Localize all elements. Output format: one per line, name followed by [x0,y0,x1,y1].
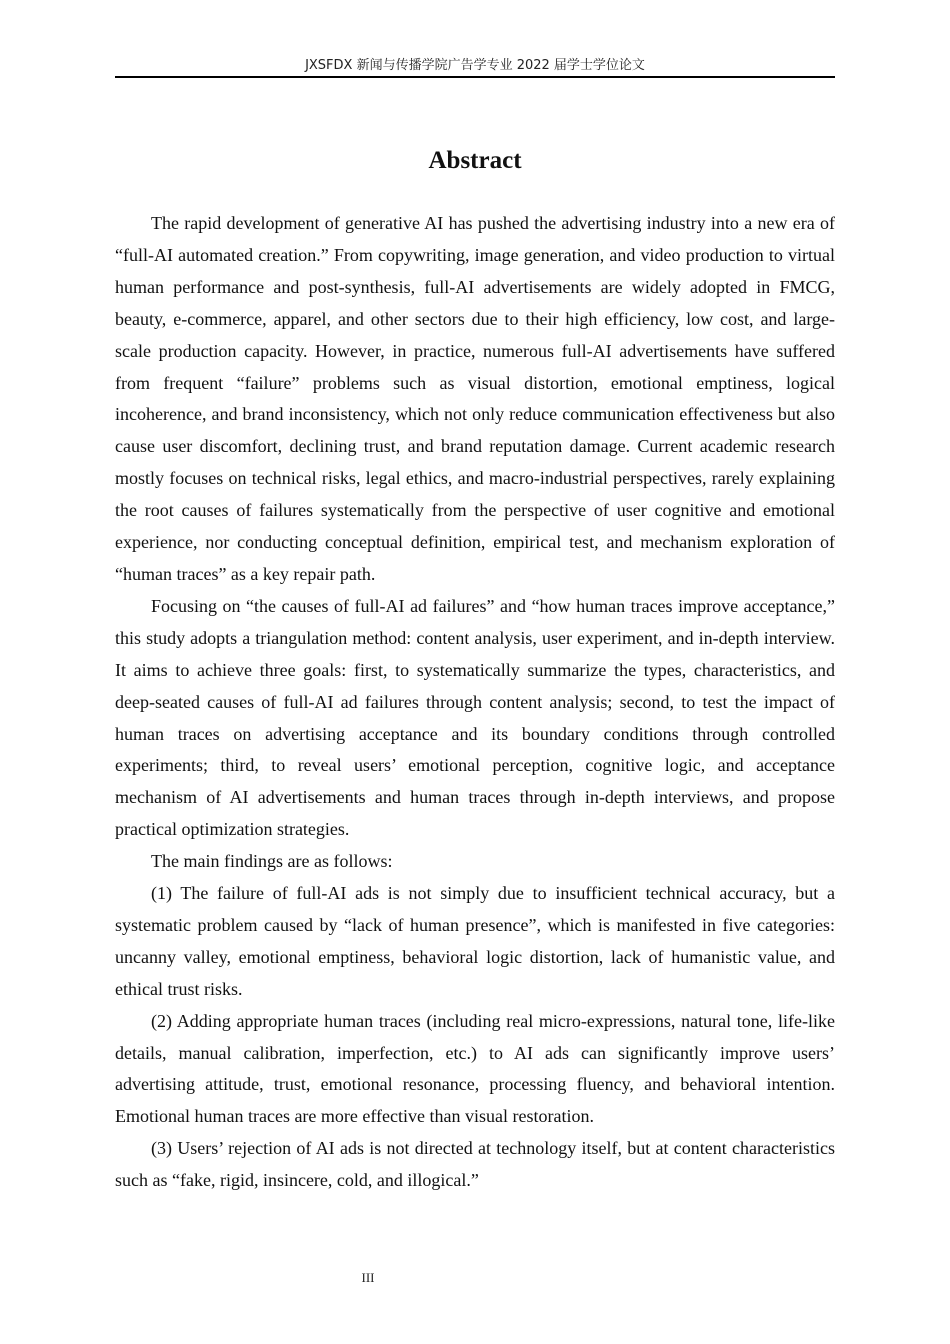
abstract-body [115,208,835,1197]
header-rule [115,76,835,78]
abstract-paragraph: Focusing on “the causes of full-AI ad failures” and “how human traces improve acceptance,” this study adopts a triangulation method: content analysis, user experiment, and in-depth interview. It aims to achieve three goals: first, to systematically summarize the types, characteristics, and deep-seated causes of full-AI ad failures through content analysis; second, to test the impact of human traces on advertising acceptance and its boundary conditions through controlled experiments; third, to reveal users’ emotional perception, cognitive logic, and acceptance mechanism of AI advertisements and human traces through in-depth interviews, and propose practical optimization strategies. [115,595,835,840]
page-number: III [361,1270,375,1285]
running-header: JXSFDX 新闻与传播学院广告学专业 2022 届学士学位论文 [305,58,645,73]
abstract-paragraph: The rapid development of generative AI has pushed the advertising industry into a new era of “full-AI automated creation.” From copywriting, image generation, and video production to virtual human performance and post-synthesis, full-AI advertisements are widely adopted in FMCG, beauty, e-commerce, apparel, and other sectors due to their high efficiency, low cost, and large-scale production capacity. However, in practice, numerous full-AI advertisements have suffered from frequent “failure” problems such as visual distortion, emotional emptiness, logical incoherence, and brand inconsistency, which not only reduce communication effectiveness but also cause user discomfort, declining trust, and brand reputation damage. Current academic research mostly focuses on technical risks, legal ethics, and macro-industrial perspectives, rarely explaining the root causes of failures systematically from the perspective of user cognitive and emotional experience, nor conducting conceptual definition, empirical test, and mechanism exploration of “human traces” as a key repair path. [115,213,835,584]
abstract-paragraph: (3) Users’ rejection of AI ads is not directed at technology itself, but at content characteristics such as “fake, rigid, insincere, cold, and illogical.” [115,1138,835,1191]
abstract-paragraph: (2) Adding appropriate human traces (including real micro-expressions, natural tone, life-like details, manual calibration, imperfection, etc.) to AI ads can significantly improve users’ advertising attitude, trust, emotional resonance, processing fluency, and behavioral intention. Emotional human traces are more effective than visual restoration. [115,1010,835,1127]
abstract-paragraph: (1) The failure of full-AI ads is not simply due to insufficient technical accuracy, but a systematic problem caused by “lack of human presence”, which is manifested in five categories: uncanny valley, emotional emptiness, behavioral logic distortion, lack of humanistic value, and ethical trust risks. [115,883,835,999]
page-title: Abstract [428,147,522,174]
abstract-paragraph: The main findings are as follows: [151,851,393,872]
